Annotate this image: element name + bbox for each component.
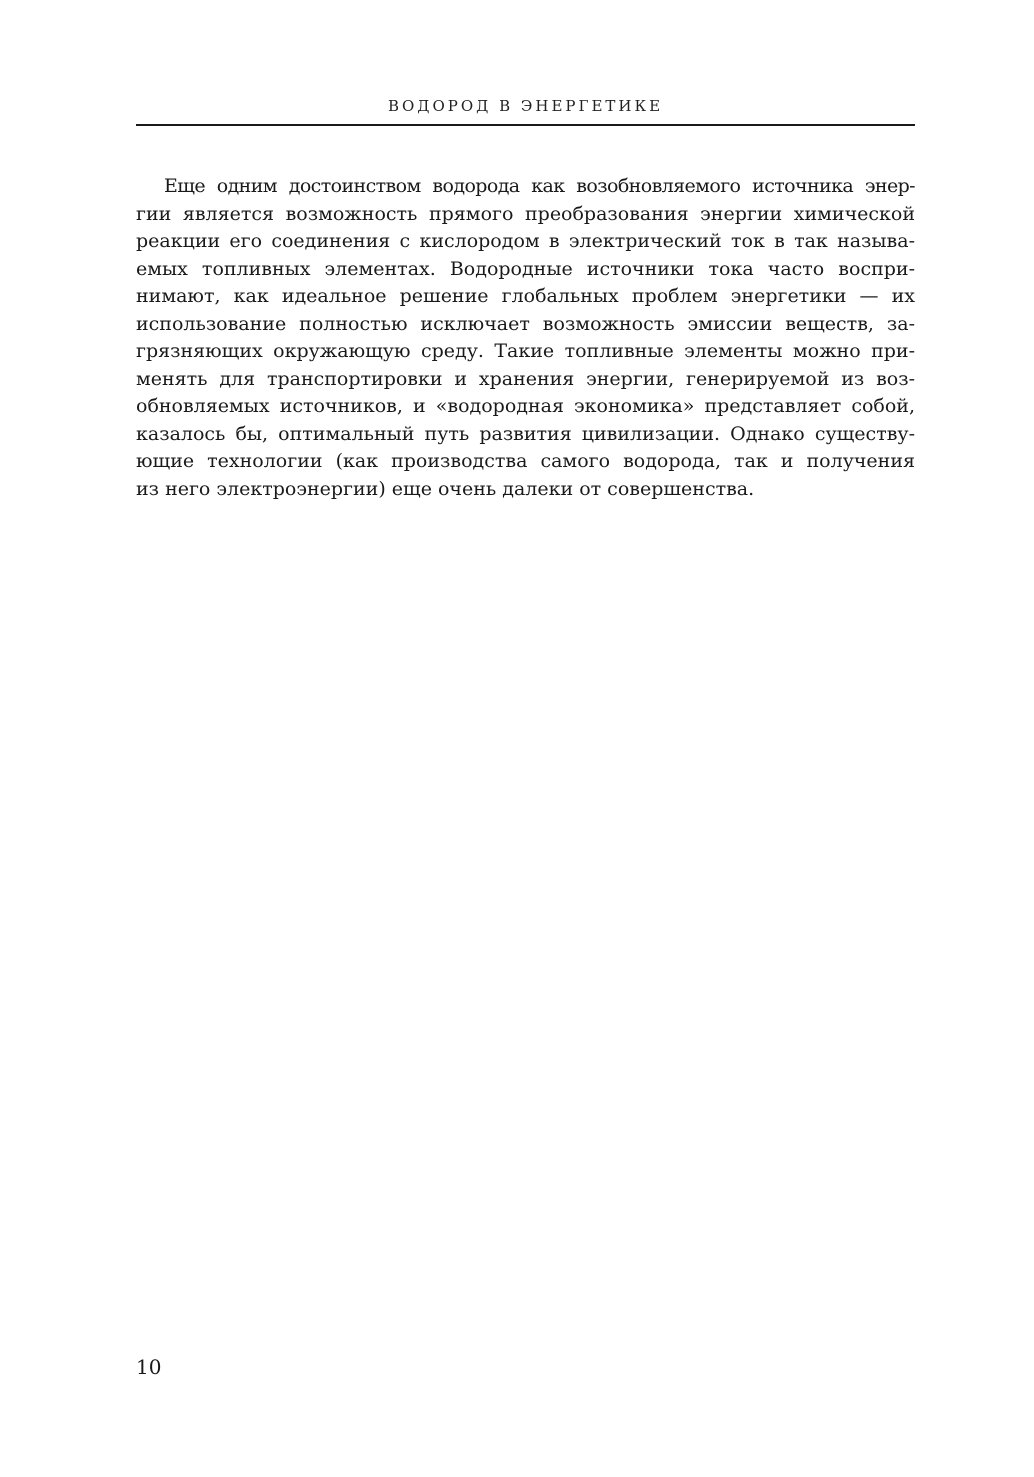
paragraph-line: использование полностью исключает возможность эмиссии веществ, за- — [136, 312, 915, 335]
paragraph-line: Еще одним достоинством водорода как возобновляемого источника энер- — [164, 175, 915, 197]
paragraph-line: гии является возможность прямого преобразования энергии химической — [136, 202, 915, 225]
paragraph-line: менять для транспортировки и хранения энергии, генерируемой из воз- — [136, 367, 915, 390]
page-number: 10 — [136, 1355, 162, 1379]
paragraph-line: реакции его соединения с кислородом в электрический ток в так называ- — [136, 230, 915, 252]
paragraph-line: казалось бы, оптимальный путь развития цивилизации. Однако существу- — [136, 422, 915, 445]
paragraph-line: грязняющих окружающую среду. Такие топливные элементы можно при- — [136, 340, 915, 362]
paragraph-line: емых топливных элементах. Водородные источники тока часто воспри- — [136, 257, 915, 280]
paragraph-line: из него электроэнергии) еще очень далеки от совершенства. — [136, 477, 755, 500]
body-paragraph — [136, 173, 915, 503]
paragraph-line: обновляемых источников, и «водородная экономика» представляет собой, — [136, 395, 915, 417]
header-rule — [136, 124, 915, 126]
paragraph-line: ющие технологии (как производства самого водорода, так и получения — [136, 450, 915, 472]
paragraph-line: нимают, как идеальное решение глобальных проблем энергетики — их — [136, 285, 915, 307]
running-header: ВОДОРОД В ЭНЕРГЕТИКЕ — [387, 97, 664, 115]
